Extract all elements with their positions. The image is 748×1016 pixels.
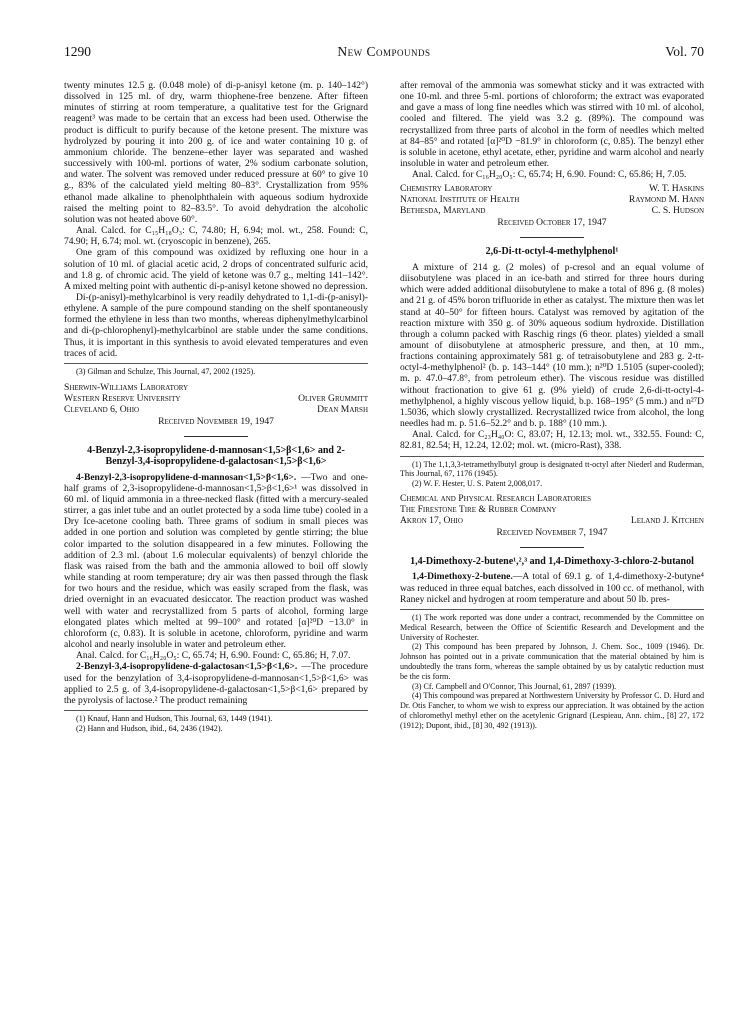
article-title: 2,6-Di-tt-octyl-4-methylphenol¹: [485, 246, 619, 258]
footnote: (1) Knauf, Hann and Hudson, This Journal, 63, 1449 (1941).: [76, 713, 273, 723]
received-date: Received November 7, 1947: [496, 526, 608, 538]
paragraph-heading: 2-Benzyl-3,4-isopropylidene-d-galactosan<1,5>β<1,6>.: [76, 661, 298, 673]
footnote-rule: [400, 456, 704, 457]
author-name: C. S. Hudson: [651, 205, 704, 217]
author-name: Leland J. Kitchen: [630, 514, 704, 526]
paragraph: [64, 661, 368, 706]
footnote-rule: [400, 609, 704, 610]
received-date: Received November 19, 1947: [158, 415, 274, 427]
location: Akron 17, Ohio: [400, 514, 463, 526]
author-name: W. T. Haskins: [649, 183, 704, 195]
footnote: (2) W. F. Hester, U. S. Patent 2,008,017.: [412, 479, 543, 489]
right-column: [400, 80, 704, 730]
laboratory-line: Chemical and Physical Research Laboratories: [400, 492, 591, 504]
footnote: (4) This compound was prepared at Northwestern University by Professor C. D. Hurd and Dr. Otis Fancher, to whom we wish to express our appreciation. It was obtained by the action of chloromethyl methyl ether on the acetylenic Grignard (Lespieau, Ann. chim., [8] 27, 172 (1912); Dupont, ibid., [8] 30, 492 (1913)).: [400, 691, 704, 730]
affiliation-row: [400, 205, 704, 216]
affiliation-row: [64, 393, 368, 404]
location: Cleveland 6, Ohio: [64, 403, 140, 415]
footnote: (1) The 1,1,3,3-tetramethylbutyl group is designated tt-octyl after Niederl and Ruderman, This Journal, 67, 1176 (1945).: [400, 459, 704, 479]
page-number: 1290: [64, 44, 91, 59]
institution: Western Reserve University: [64, 392, 181, 404]
affiliation-row: [400, 194, 704, 205]
laboratory-line: Sherwin-Williams Laboratory: [64, 381, 189, 393]
journal-section-title: New Compounds: [337, 44, 431, 59]
analysis-paragraph: Anal. Calcd. for C₂₃H₄₀O: C, 83.07; H, 12.13; mol. wt., 332.55. Found: C, 82.81, 82.54; H, 12.24, 12.02; mol. wt. (micro-Rast), 338.: [400, 429, 704, 452]
footnote: (3) Gilman and Schulze, This Journal, 47, 2002 (1925).: [76, 366, 256, 376]
author-name: Dean Marsh: [317, 403, 368, 415]
paragraph: A mixture of 214 g. (2 moles) of p-cresol and an equal volume of diisobutylene was placed in an ice-bath and stirred for three hours during which were added additional diisobutylene to make a total of 896 g. (8 moles) and 21 g. of 45% boron trifluoride in ether as catalyst. The mixture then was let stand at 40–50° for fifteen hours. Catalyst was removed by agitation of the reaction mixture with 350 g. of 30% aqueous sodium hydroxide. Distillation through a column packed with Raschig rings (6 theor. plates) yielded a small amount of diisobutylene at atmospheric pressure, and then, at 10 mm., fractions containing approximately 581 g. of tetraisobutylene and 283 g. 2-tt-octyl-4-methylphenol² (b. p. 143–144° (10 mm.); n²⁰D 1.5105 (super-cooled); m. p. 47.0–47.8°, from petroleum ether). The viscous residue was distilled without fractionation to give 61 g. (9% yield) of crude 2,6-di-tt-octyl-4-methylphenol, a highly viscous yellow liquid, b.p. 168–195° (5 mm.) and n²⁷D 1.5036, which slowly crystallized. Recrystallized twice from alcohol, the long needles had m. p. 51.6–52.2° and b. p. 188° (10 mm.).: [400, 261, 704, 430]
affiliation-row: [400, 183, 704, 194]
analysis-paragraph: Anal. Calcd. for C₁₅H₁₈O₃: C, 74.80; H, 6.94; mol. wt., 258. Found: C, 74.90; H, 6.74; mol. wt. (cryoscopic in benzene), 265.: [64, 225, 368, 248]
paragraph: twenty minutes 12.5 g. (0.048 mole) of di-p-anisyl ketone (m. p. 140–142°) dissolved in 125 ml. of dry, warm thiophene-free benzene. After fifteen minutes of stirring at room temperature, a qualitative test for the Grignard reagent³ was made to be certain that an excess had been used. Otherwise the product is difficult to purify because of the ketone present. The mixture was hydrolyzed by pouring it into 200 g. of ice and water containing 10 g. of ammonium chloride. The benzene–ether layer was separated and washed successively with 100-ml. portions of water, 2% sodium carbonate solution, and water. The solvent was removed under reduced pressure at 60° to give 10 g., 83% of the calculated yield melting 80–83°. Crystallization from 95% ethanol made alkaline to phenolphthalein with aqueous sodium hydroxide raised the melting point to 82–83.5°. To avoid dehydration the alcoholic solution was not heated above 60°.: [64, 80, 368, 225]
footnote-rule: [64, 710, 368, 711]
paragraph-text: —The procedure used for the benzylation of 3,4-isopropylidene-d-mannosan<1,5>β<1,6> was applied to 2.5 g. of 3,4-isopropylidene-d-galactosan<1,5>β<1,6> prepared by the pyrolysis of lactose.² The product remaining: [64, 661, 368, 706]
article-title: 1,4-Dimethoxy-2-butene¹,²,³ and 1,4-Dimethoxy-3-chloro-2-butanol: [410, 555, 694, 567]
affiliation-row: [400, 515, 704, 526]
paragraph-text: —A total of 69.1 g. of 1,4-dimethoxy-2-butyne⁴ was reduced in three equal batches, each dissolved in 100 cc. of methanol, with Raney nickel and hydrogen at room temperature and about 50 lb. pres-: [400, 571, 704, 605]
received-date: Received October 17, 1947: [497, 217, 607, 229]
author-name: Oliver Grummitt: [298, 392, 368, 404]
paragraph: Di-(p-anisyl)-methylcarbinol is very readily dehydrated to 1,1-di-(p-anisyl)-ethylene. A sample of the pure compound standing on the shelf spontaneously formed the ethylene in less than two months, whereas diphenylmethylcarbinol and di-(p-chlorophenyl)-methylcarbinol are stable under the same conditions. Thus, it is important in this synthesis to avoid elevated temperatures and even traces of acid.: [64, 291, 368, 359]
location: Bethesda, Maryland: [400, 205, 486, 217]
laboratory-line: The Firestone Tire & Rubber Company: [400, 503, 557, 515]
analysis-paragraph: Anal. Calcd. for C₁₆H₂₀O₅: C, 65.74; H, 6.90. Found: C, 65.86; H, 7.05.: [412, 169, 687, 181]
institution: Chemistry Laboratory: [400, 183, 493, 195]
analysis-paragraph: Anal. Calcd. for C₁₆H₂₀O₅: C, 65.74; H, 6.90. Found: C, 65.86; H, 7.07.: [76, 650, 351, 662]
institution: National Institute of Health: [400, 194, 520, 206]
paragraph: after removal of the ammonia was somewhat sticky and it was extracted with one 10-ml. and three 5-ml. portions of chloroform; the extract was evaporated and gave a mass of long fine needles which was stirred with 10 ml. of alcohol, cooled and filtered. The yield was 3.2 g. (89%). The compound was recrystallized from three parts of alcohol in the form of needles which melted at 84–85° and rotated [α]²⁰D −81.9° in chloroform (c, 0.85). The benzyl ether is soluble in acetone, ethyl acetate, ether, pyridine and warm alcohol and nearly insoluble in water and petroleum ether.: [400, 80, 704, 170]
footnote: (2) This compound has been prepared by Johnson, J. Chem. Soc., 1009 (1946). Dr. Johnson has pointed out in a private communication that the material obtained by him is undoubtedly the trans form, whereas the sample obtained by us by catalytic reduction must be the cis form.: [400, 642, 704, 681]
paragraph-heading: 1,4-Dimethoxy-2-butene.: [412, 571, 513, 583]
paragraph: One gram of this compound was oxidized by refluxing one hour in a solution of 10 ml. of glacial acetic acid, 2 drops of concentrated sulfuric acid, and 1.8 g. of chromic acid. The yield of ketone was 0.7 g., melting 141–142°. A mixed melting point with authentic di-p-anisyl ketone showed no depression.: [64, 247, 368, 292]
section-divider: [184, 436, 248, 437]
footnote: (1) The work reported was done under a contract, recommended by the Committee on Medical Research, between the Office of Scientific Research and Development and the University of Rochester.: [400, 612, 704, 642]
page-header: [64, 44, 704, 62]
volume-number: Vol. 70: [665, 44, 704, 59]
left-column: [64, 80, 368, 734]
paragraph: [400, 571, 704, 604]
section-divider: [520, 237, 584, 238]
article-title: 4-Benzyl-2,3-isopropylidene-d-mannosan<1,5>β<1,6> and 2-Benzyl-3,4-isopropylidene-d-galactosan<1,5>β<1,6>: [87, 444, 345, 468]
footnote: (3) Cf. Campbell and O'Connor, This Journal, 61, 2897 (1939).: [412, 681, 617, 691]
paragraph-text: —Two and one-half grams of 2,3-isopropylidene-d-mannosan<1,5>β<1,6>¹ was dissolved in 60 ml. of liquid ammonia in a three-necked flask (fitted with a mercury-sealed stirrer, a gas inlet tube and an outlet protected by a soda lime tube) cooled in a Dry Ice-acetone cooling bath. Three grams of sodium in small pieces was added in one portion and solution was completed by gentle stirring; the blue color imparted to the solution disappeared in a few minutes. Following the addition of 2.3 ml. (about 1.6 molecular equivalents) of benzyl chloride the flask was raised from the bath and the ammonia allowed to boil off slowly while standing at room temperature; dry air was then passed through the flask for two hours and the residue, which was easily scraped from the flask, was dried overnight in an evacuated desiccator. The reaction product was washed well with water and recrystallized from 5 parts of alcohol, forming large elongated plates which melted at 99–100° and rotated [α]²⁰D −13.0° in chloroform (c, 0.83). It is soluble in acetone, chloroform, pyridine and warm alcohol and nearly insoluble in water and petroleum ether.: [64, 471, 368, 651]
footnote-rule: [64, 363, 368, 364]
footnote: (2) Hann and Hudson, ibid., 64, 2436 (1942).: [76, 723, 223, 733]
author-name: Raymond M. Hann: [628, 194, 704, 206]
paragraph: [64, 472, 368, 651]
affiliation-row: [64, 404, 368, 415]
section-divider: [520, 547, 584, 548]
paragraph-heading: 4-Benzyl-2,3-isopropylidene-d-mannosan<1,5>β<1,6>.: [76, 471, 297, 483]
